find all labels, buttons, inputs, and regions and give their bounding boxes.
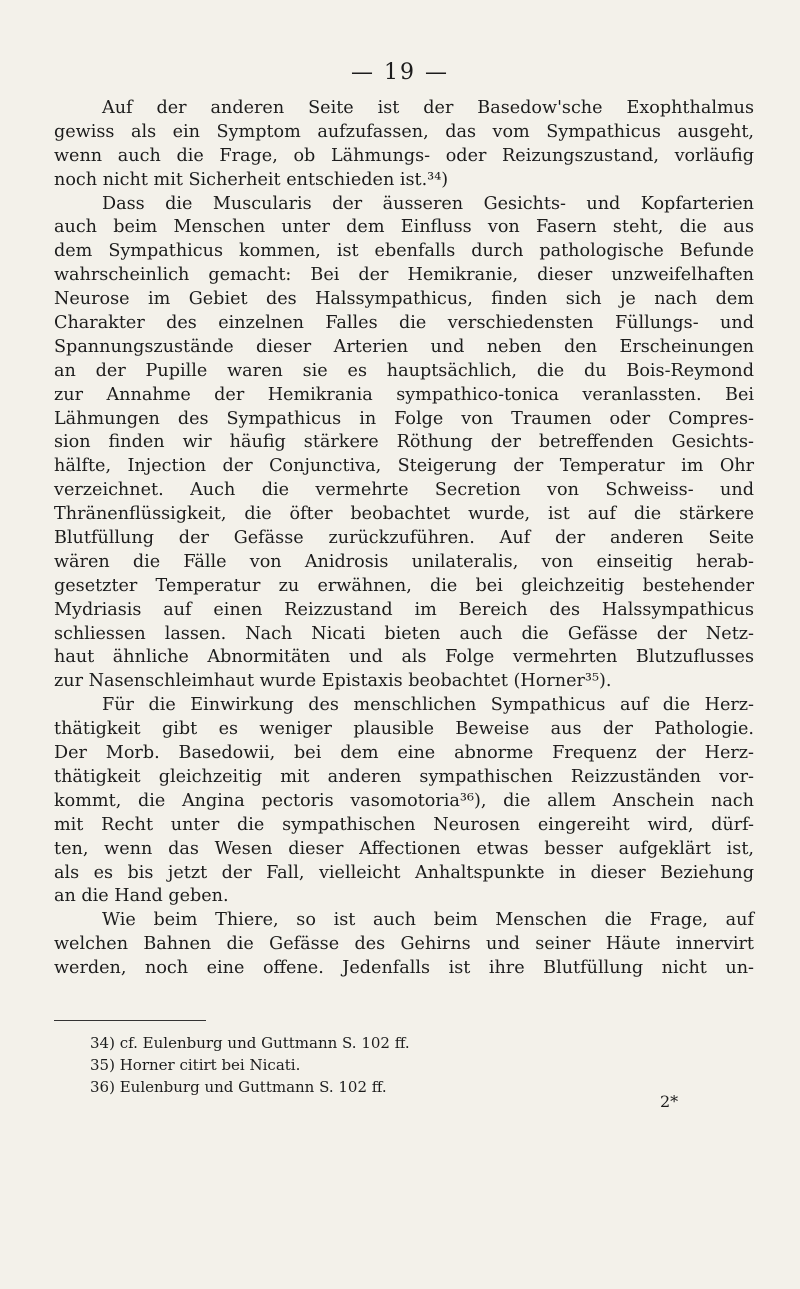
- text-line: mit Recht unter die sympathischen Neurosen eingereiht wird, dürf-: [54, 814, 754, 835]
- text-line: dem Sympathicus kommen, ist ebenfalls durch pathologische Befunde: [54, 241, 754, 262]
- page-number: — 19 —: [351, 60, 449, 85]
- text-line: schliessen lassen. Nach Nicati bieten auch die Gefässe der Netz-: [54, 623, 754, 644]
- text-line: wenn auch die Frage, ob Lähmungs- oder Reizungszustand, vorläufig: [54, 145, 754, 166]
- text-line: an der Pupille waren sie es hauptsächlich, die du Bois-Reymond: [54, 360, 754, 381]
- text-line: Blutfüllung der Gefässe zurückzuführen. Auf der anderen Seite: [54, 528, 754, 549]
- footnote-divider: [54, 1020, 206, 1021]
- text-line: Neurose im Gebiet des Halssympathicus, finden sich je nach dem: [54, 289, 754, 310]
- text-line: als es bis jetzt der Fall, vielleicht Anhaltspunkte in dieser Beziehung: [54, 862, 754, 883]
- footnote: 34) cf. Eulenburg und Guttmann S. 102 ff.: [90, 1034, 410, 1052]
- text-line: gesetzter Temperatur zu erwähnen, die bei gleichzeitig bestehender: [54, 575, 754, 596]
- text-line: zur Nasenschleimhaut wurde Epistaxis beobachtet (Horner³⁵).: [54, 671, 612, 692]
- text-line: thätigkeit gleichzeitig mit anderen sympathischen Reizzuständen vor-: [54, 766, 754, 787]
- text-line: Der Morb. Basedowii, bei dem eine abnorme Frequenz der Herz-: [54, 743, 754, 764]
- text-line: welchen Bahnen die Gefässe des Gehirns und seiner Häute innervirt: [54, 934, 754, 955]
- text-line: haut ähnliche Abnormitäten und als Folge vermehrten Blutzuflusses: [54, 647, 754, 668]
- text-line: Thränenflüssigkeit, die öfter beobachtet wurde, ist auf die stärkere: [54, 504, 754, 525]
- text-line: wahrscheinlich gemacht: Bei der Hemikranie, dieser unzweifelhaften: [54, 265, 754, 286]
- text-line: Mydriasis auf einen Reizzustand im Bereich des Halssympathicus: [54, 599, 754, 620]
- text-line: Charakter des einzelnen Falles die verschiedensten Füllungs- und: [54, 313, 754, 334]
- text-line: verzeichnet. Auch die vermehrte Secretion von Schweiss- und: [54, 480, 754, 501]
- footnote: 36) Eulenburg und Guttmann S. 102 ff.: [90, 1078, 387, 1096]
- text-line: Spannungszustände dieser Arterien und neben den Erscheinungen: [54, 336, 754, 357]
- text-line: Lähmungen des Sympathicus in Folge von Traumen oder Compres-: [54, 408, 754, 429]
- text-line: auch beim Menschen unter dem Einfluss von Fasern steht, die aus: [54, 217, 754, 238]
- body-text: [54, 97, 754, 981]
- text-line: Wie beim Thiere, so ist auch beim Menschen die Frage, auf: [102, 910, 754, 931]
- text-line: noch nicht mit Sicherheit entschieden ist.³⁴): [54, 169, 449, 190]
- text-line: kommt, die Angina pectoris vasomotoria³⁶), die allem Anschein nach: [54, 790, 754, 811]
- text-line: Auf der anderen Seite ist der Basedow'sche Exophthalmus: [102, 98, 754, 118]
- text-line: Dass die Muscularis der äusseren Gesichts- und Kopfarterien: [102, 193, 754, 214]
- footnotes: [90, 1032, 690, 1098]
- text-line: sion finden wir häufig stärkere Röthung der betreffenden Gesichts-: [54, 432, 754, 453]
- text-line: werden, noch eine offene. Jedenfalls ist ihre Blutfüllung nicht un-: [54, 958, 754, 979]
- signature-mark: 2*: [660, 1092, 679, 1111]
- text-line: zur Annahme der Hemikrania sympathico-tonica veranlassten. Bei: [54, 384, 754, 405]
- text-line: Für die Einwirkung des menschlichen Sympathicus auf die Herz-: [102, 695, 754, 716]
- text-line: thätigkeit gibt es weniger plausible Beweise aus der Pathologie.: [54, 719, 754, 740]
- text-line: hälfte, Injection der Conjunctiva, Steigerung der Temperatur im Ohr: [54, 456, 754, 477]
- footnote: 35) Horner citirt bei Nicati.: [90, 1056, 301, 1074]
- text-line: an die Hand geben.: [54, 886, 229, 907]
- text-line: wären die Fälle von Anidrosis unilateralis, von einseitig herab-: [54, 551, 754, 572]
- text-line: ten, wenn das Wesen dieser Affectionen etwas besser aufgeklärt ist,: [54, 838, 754, 859]
- text-line: gewiss als ein Symptom aufzufassen, das vom Sympathicus ausgeht,: [54, 121, 754, 142]
